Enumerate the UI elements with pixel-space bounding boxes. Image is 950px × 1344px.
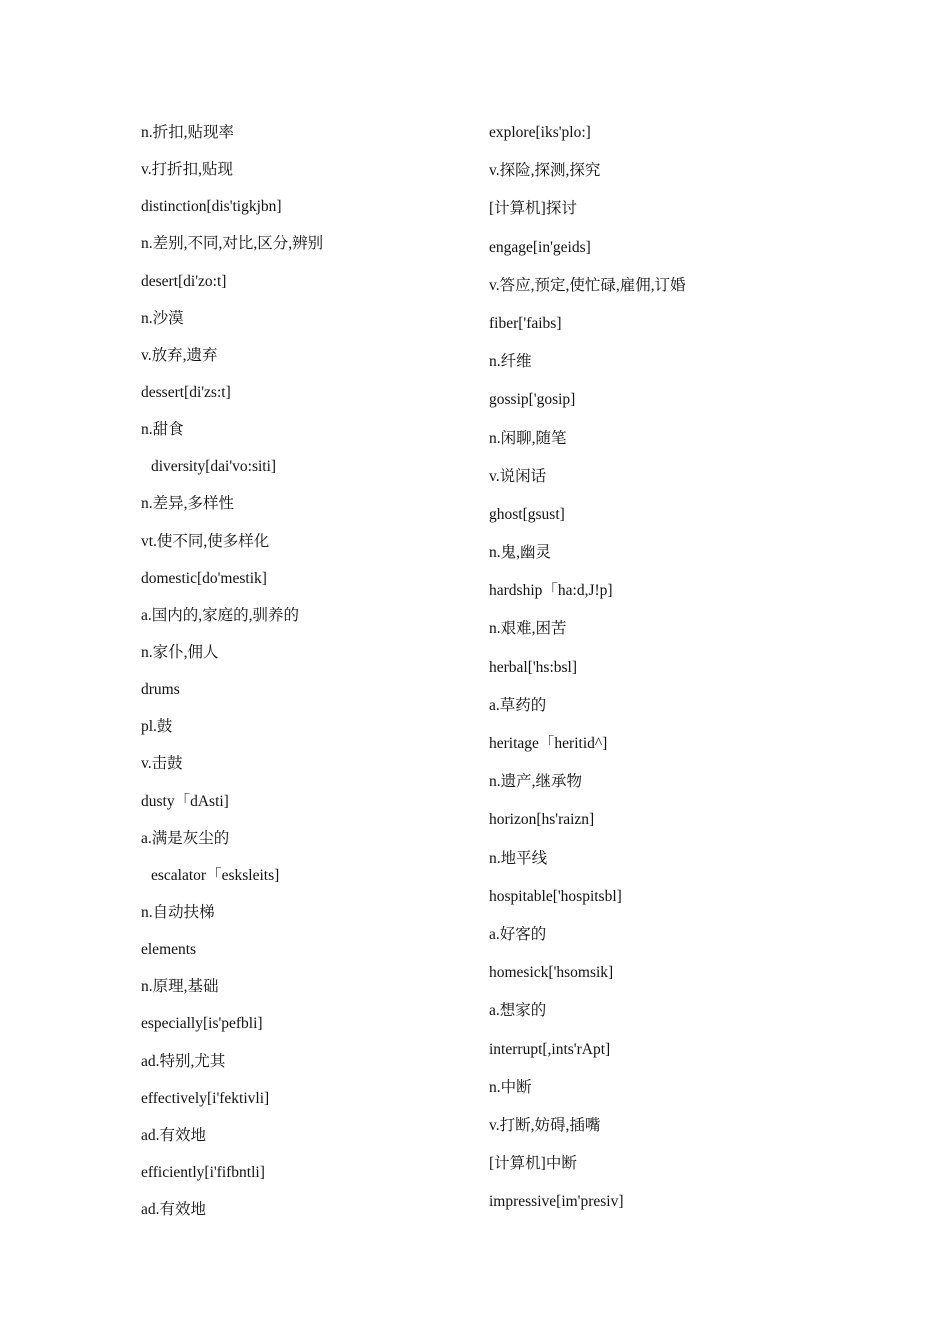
vocab-line: a.满是灰尘的 xyxy=(141,829,230,847)
vocab-line: dessert[di'zs:t] xyxy=(141,383,231,401)
vocab-line: diversity[dai'vo:siti] xyxy=(151,458,277,476)
vocab-line: ghost[gsust] xyxy=(489,505,565,523)
vocab-line: elements xyxy=(141,941,197,959)
vocab-line: pl.鼓 xyxy=(141,718,173,736)
vocab-line: impressive[im'presiv] xyxy=(489,1193,624,1211)
vocab-line: n.闲聊,随笔 xyxy=(489,429,567,447)
vocab-line: v.探险,探测,探究 xyxy=(489,162,601,180)
vocab-line: a.国内的,家庭的,驯养的 xyxy=(141,606,300,624)
vocab-line: heritage「heritid^] xyxy=(489,735,608,752)
vocab-line: interrupt[,ints'rApt] xyxy=(489,1040,611,1058)
vocab-line: a.想家的 xyxy=(489,1002,547,1020)
vocab-line: distinction[dis'tigkjbn] xyxy=(141,198,282,216)
vocab-line: n.甜食 xyxy=(141,421,184,439)
vocab-line: ad.有效地 xyxy=(141,1201,207,1219)
vocab-line: vt.使不同,使多样化 xyxy=(141,532,270,550)
vocab-line: n.沙漠 xyxy=(141,309,184,327)
vocab-line: [计算机]中断 xyxy=(489,1155,577,1173)
vocab-line: n.家仆,佣人 xyxy=(141,643,219,661)
vocab-line: v.说闲话 xyxy=(489,467,547,485)
vocab-line: desert[di'zo:t] xyxy=(141,272,227,290)
vocab-line: gossip['gosip] xyxy=(489,391,576,409)
vocab-line: hospitable['hospitsbl] xyxy=(489,887,622,905)
vocab-line: v.打断,妨碍,插嘴 xyxy=(489,1116,601,1134)
vocab-line: escalator「esksleits] xyxy=(151,866,280,884)
vocab-line: drums xyxy=(141,681,180,699)
vocab-line: homesick['hsomsik] xyxy=(489,964,614,982)
vocab-line: n.艰难,困苦 xyxy=(489,620,567,638)
vocab-line: ad.有效地 xyxy=(141,1126,207,1144)
vocab-line: a.好客的 xyxy=(489,925,547,943)
vocab-line: horizon[hs'raizn] xyxy=(489,811,595,829)
vocab-line: n.地平线 xyxy=(489,849,548,867)
vocab-line: [计算机]探讨 xyxy=(489,200,577,218)
right-column xyxy=(489,120,819,1227)
vocab-line: n.鬼,幽灵 xyxy=(489,544,552,562)
vocab-line: v.答应,预定,使忙碌,雇佣,订婚 xyxy=(489,276,686,294)
vocab-line: v.击鼓 xyxy=(141,755,183,773)
vocab-line: n.遗产,继承物 xyxy=(489,773,583,791)
left-column xyxy=(141,120,461,1234)
vocab-line: explore[iks'plo:] xyxy=(489,124,591,141)
vocab-line: v.放弃,遗弃 xyxy=(141,346,218,364)
vocab-line: n.差别,不同,对比,区分,辨别 xyxy=(141,235,324,253)
vocab-line: herbal['hs:bsl] xyxy=(489,658,578,676)
vocab-line: dusty「dAsti] xyxy=(141,792,229,810)
vocab-line: n.纤维 xyxy=(489,353,532,371)
vocab-line: n.差异,多样性 xyxy=(141,495,235,513)
vocab-line: efficiently[i'fifbntli] xyxy=(141,1163,265,1181)
vocab-line: n.折扣,贴现率 xyxy=(141,124,235,141)
vocab-line: engage[in'geids] xyxy=(489,238,591,256)
vocab-line: effectively[i'fektivli] xyxy=(141,1089,270,1107)
vocab-line: ad.特别,尤其 xyxy=(141,1052,226,1070)
vocab-line: a.草药的 xyxy=(489,696,547,714)
vocab-line: fiber['faibs] xyxy=(489,314,562,332)
vocab-line: n.自动扶梯 xyxy=(141,903,215,921)
vocab-line: v.打折扣,贴现 xyxy=(141,161,233,179)
vocab-line: n.中断 xyxy=(489,1078,532,1096)
vocab-line: hardship「ha:d,J!p] xyxy=(489,582,613,600)
vocab-line: domestic[do'mestik] xyxy=(141,569,267,587)
vocab-line: n.原理,基础 xyxy=(141,978,219,996)
vocab-line: especially[is'pefbli] xyxy=(141,1015,263,1033)
